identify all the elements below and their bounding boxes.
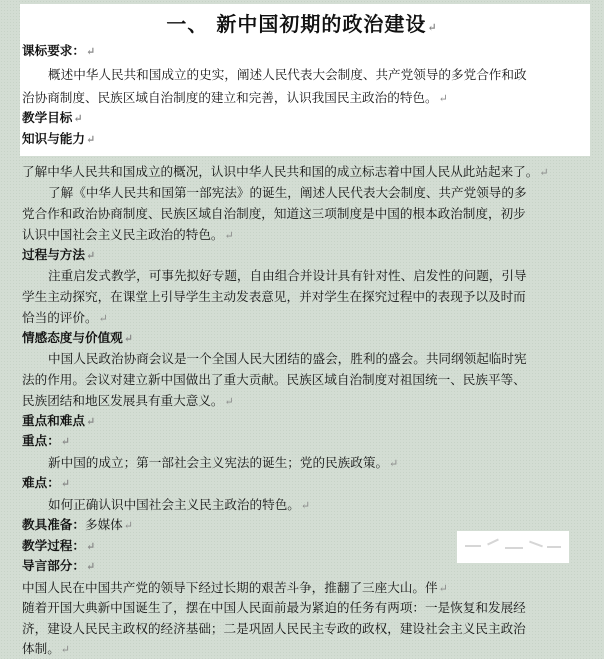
emotion-line-3: 民族团结和地区发展具有重大意义。↵ xyxy=(22,393,234,408)
key-text: 新中国的成立；第一部社会主义宪法的诞生；党的民族政策。↵ xyxy=(48,455,399,470)
introduction-label: 导言部分：↵ xyxy=(22,558,96,573)
process-heading: 过程与方法↵ xyxy=(22,247,96,262)
knowledge-line-1: 了解中华人民共和国成立的概况，认识中华人民共和国的成立标志着中国人民从此站起来了。↵ xyxy=(22,164,549,179)
course-req-line-2: 治协商制度、民族区域自治制度的建立和完善，认识我国民主政治的特色。↵ xyxy=(22,90,448,105)
key-difficulty-heading: 重点和难点↵ xyxy=(22,413,96,428)
course-req-heading: 课标要求：↵ xyxy=(22,43,96,58)
process-line-3: 恰当的评价。↵ xyxy=(22,310,108,325)
intro-line-3: 济，建设人民民主政权的经济基础；二是巩固人民民主专政的政权，建设社会主义民主政治 xyxy=(22,621,526,636)
knowledge-heading: 知识与能力↵ xyxy=(22,131,96,146)
emotion-heading: 情感态度与价值观↵ xyxy=(22,330,133,345)
emotion-line-1: 中国人民政治协商会议是一个全国人民大团结的盛会，胜利的盛会。共同纲领起临时宪 xyxy=(48,351,527,366)
difficulty-text: 如何正确认识中国社会主义民主政治的特色。↵ xyxy=(48,497,311,512)
process-line-1: 注重启发式教学，可事先拟好专题，自由组合并设计具有针对性、启发性的问题，引导 xyxy=(48,268,527,283)
intro-line-4: 体制。↵ xyxy=(22,641,70,656)
goal-heading: 教学目标↵ xyxy=(22,110,83,125)
process-line-2: 学生主动探究，在课堂上引导学生主动发表意见，并对学生在探究过程中的表现予以及时而 xyxy=(22,289,526,304)
course-req-line-1: 概述中华人民共和国成立的史实，阐述人民代表大会制度、共产党领导的多党合作和政 xyxy=(48,67,527,82)
difficulty-heading: 难点：↵ xyxy=(22,475,70,490)
knowledge-line-3: 党合作和政治协商制度、民族区域自治制度，知道这三项制度是中国的根本政治制度，初步 xyxy=(22,206,526,221)
intro-line-1: 中国人民在中国共产党的领导下经过长期的艰苦斗争，推翻了三座大山。伴↵ xyxy=(22,580,448,595)
handwritten-mark xyxy=(457,531,569,563)
teaching-aids: 教具准备：多媒体↵ xyxy=(22,517,133,532)
teaching-process-label: 教学过程：↵ xyxy=(22,538,96,553)
intro-line-2: 随着开国大典新中国诞生了，摆在中国人民面前最为紧迫的任务有两项：一是恢复和发展经 xyxy=(22,600,526,615)
emotion-line-2: 法的作用。会议对建立新中国做出了重大贡献。民族区域自治制度对祖国统一、民族平等、 xyxy=(22,372,526,387)
knowledge-line-4: 认识中国社会主义民主政治的特色。↵ xyxy=(22,227,234,242)
page-title: 一、 新中国初期的政治建设↵ xyxy=(166,12,438,36)
knowledge-line-2: 了解《中华人民共和国第一部宪法》的诞生，阐述人民代表大会制度、共产党领导的多 xyxy=(48,185,527,200)
key-heading: 重点：↵ xyxy=(22,433,70,448)
